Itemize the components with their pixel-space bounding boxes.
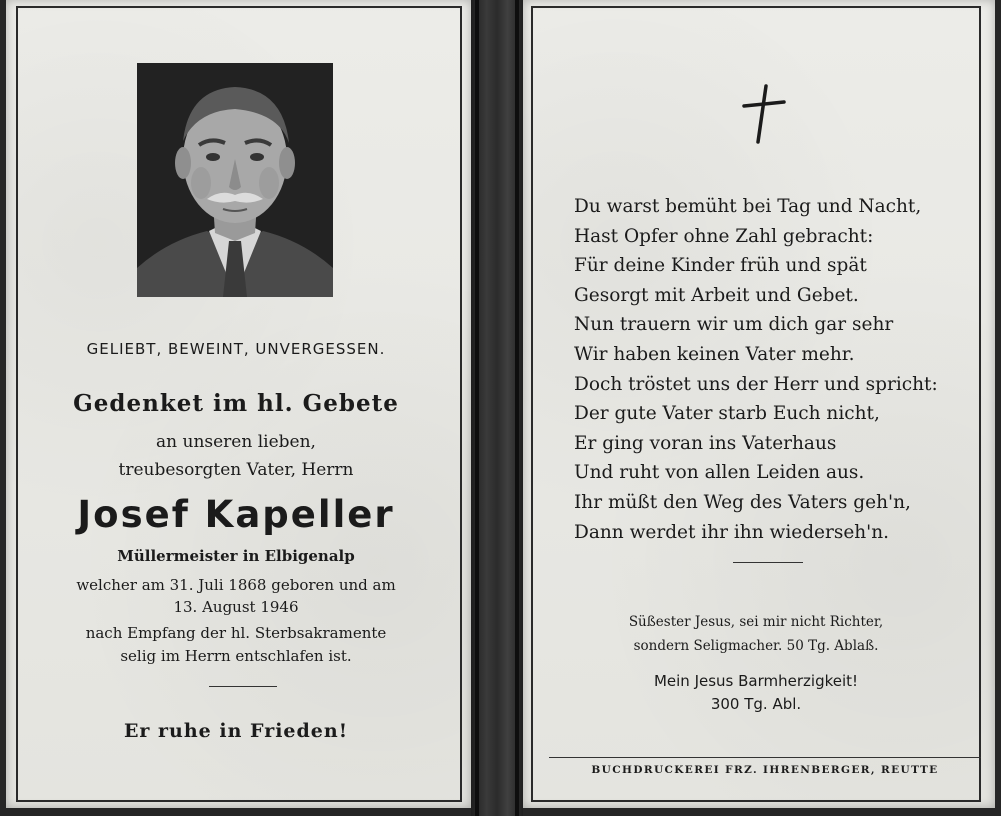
poem-line: Nun trauern wir um dich gar sehr (574, 314, 894, 336)
details-line-4: selig im Herrn entschlafen ist. (120, 647, 352, 665)
memorial-heading: Gedenket im hl. Gebete (73, 390, 399, 417)
memorial-poem (574, 192, 938, 547)
details-line-2: 13. August 1946 (173, 598, 299, 616)
poem-line: Er ging voran ins Vaterhaus (574, 432, 837, 454)
poem-line: Ihr müßt den Weg des Vaters geh'n, (574, 491, 911, 513)
spine-edge-left (475, 0, 479, 816)
poem-line: Der gute Vater starb Euch nicht, (574, 403, 880, 425)
poem-line: Und ruht von allen Leiden aus. (574, 462, 865, 484)
mercy-line-1: Mein Jesus Barmherzigkeit! (653, 672, 859, 690)
deceased-name: Josef Kapeller (77, 493, 395, 536)
closing-blessing: Er ruhe in Frieden! (123, 720, 349, 742)
mercy-line-2: 300 Tg. Abl. (710, 695, 802, 713)
poem-line: Du warst bemüht bei Tag und Nacht, (574, 196, 922, 217)
poem-line: Hast Opfer ohne Zahl gebracht: (574, 225, 874, 247)
dedication-line-2: treubesorgten Vater, Herrn (118, 460, 354, 480)
memorial-motto: GELIEBT, BEWEINT, UNVERGESSEN. (86, 340, 386, 358)
prayer-line-2: sondern Seligmacher. 50 Tg. Ablaß. (633, 638, 879, 654)
left-divider (209, 686, 277, 687)
poem-line: Für deine Kinder früh und spät (574, 255, 867, 277)
poem-line: Gesorgt mit Arbeit und Gebet. (574, 284, 859, 306)
poem-line: Doch tröstet uns der Herr und spricht: (574, 373, 938, 395)
card-fold-spine (471, 0, 523, 816)
right-divider (733, 562, 803, 563)
prayer-line-1: Süßester Jesus, sei mir nicht Richter, (628, 614, 884, 630)
cross-icon (742, 84, 786, 144)
details-line-1: welcher am 31. Juli 1868 geboren und am (76, 576, 396, 594)
details-line-3: nach Empfang der hl. Sterbsakramente (85, 624, 387, 642)
poem-line: Dann werdet ihr ihn wiederseh'n. (574, 521, 890, 543)
printer-imprint: BUCHDRUCKEREI FRZ. IHRENBERGER, REUTTE (591, 764, 939, 776)
portrait-illustration (137, 63, 333, 297)
poem-line: Wir haben keinen Vater mehr. (574, 343, 855, 365)
printer-rule (549, 757, 981, 758)
portrait-photo (137, 63, 333, 297)
deceased-occupation: Müllermeister in Elbigenalp (117, 547, 355, 565)
spine-edge-right (515, 0, 519, 816)
dedication-line-1: an unseren lieben, (156, 432, 316, 452)
